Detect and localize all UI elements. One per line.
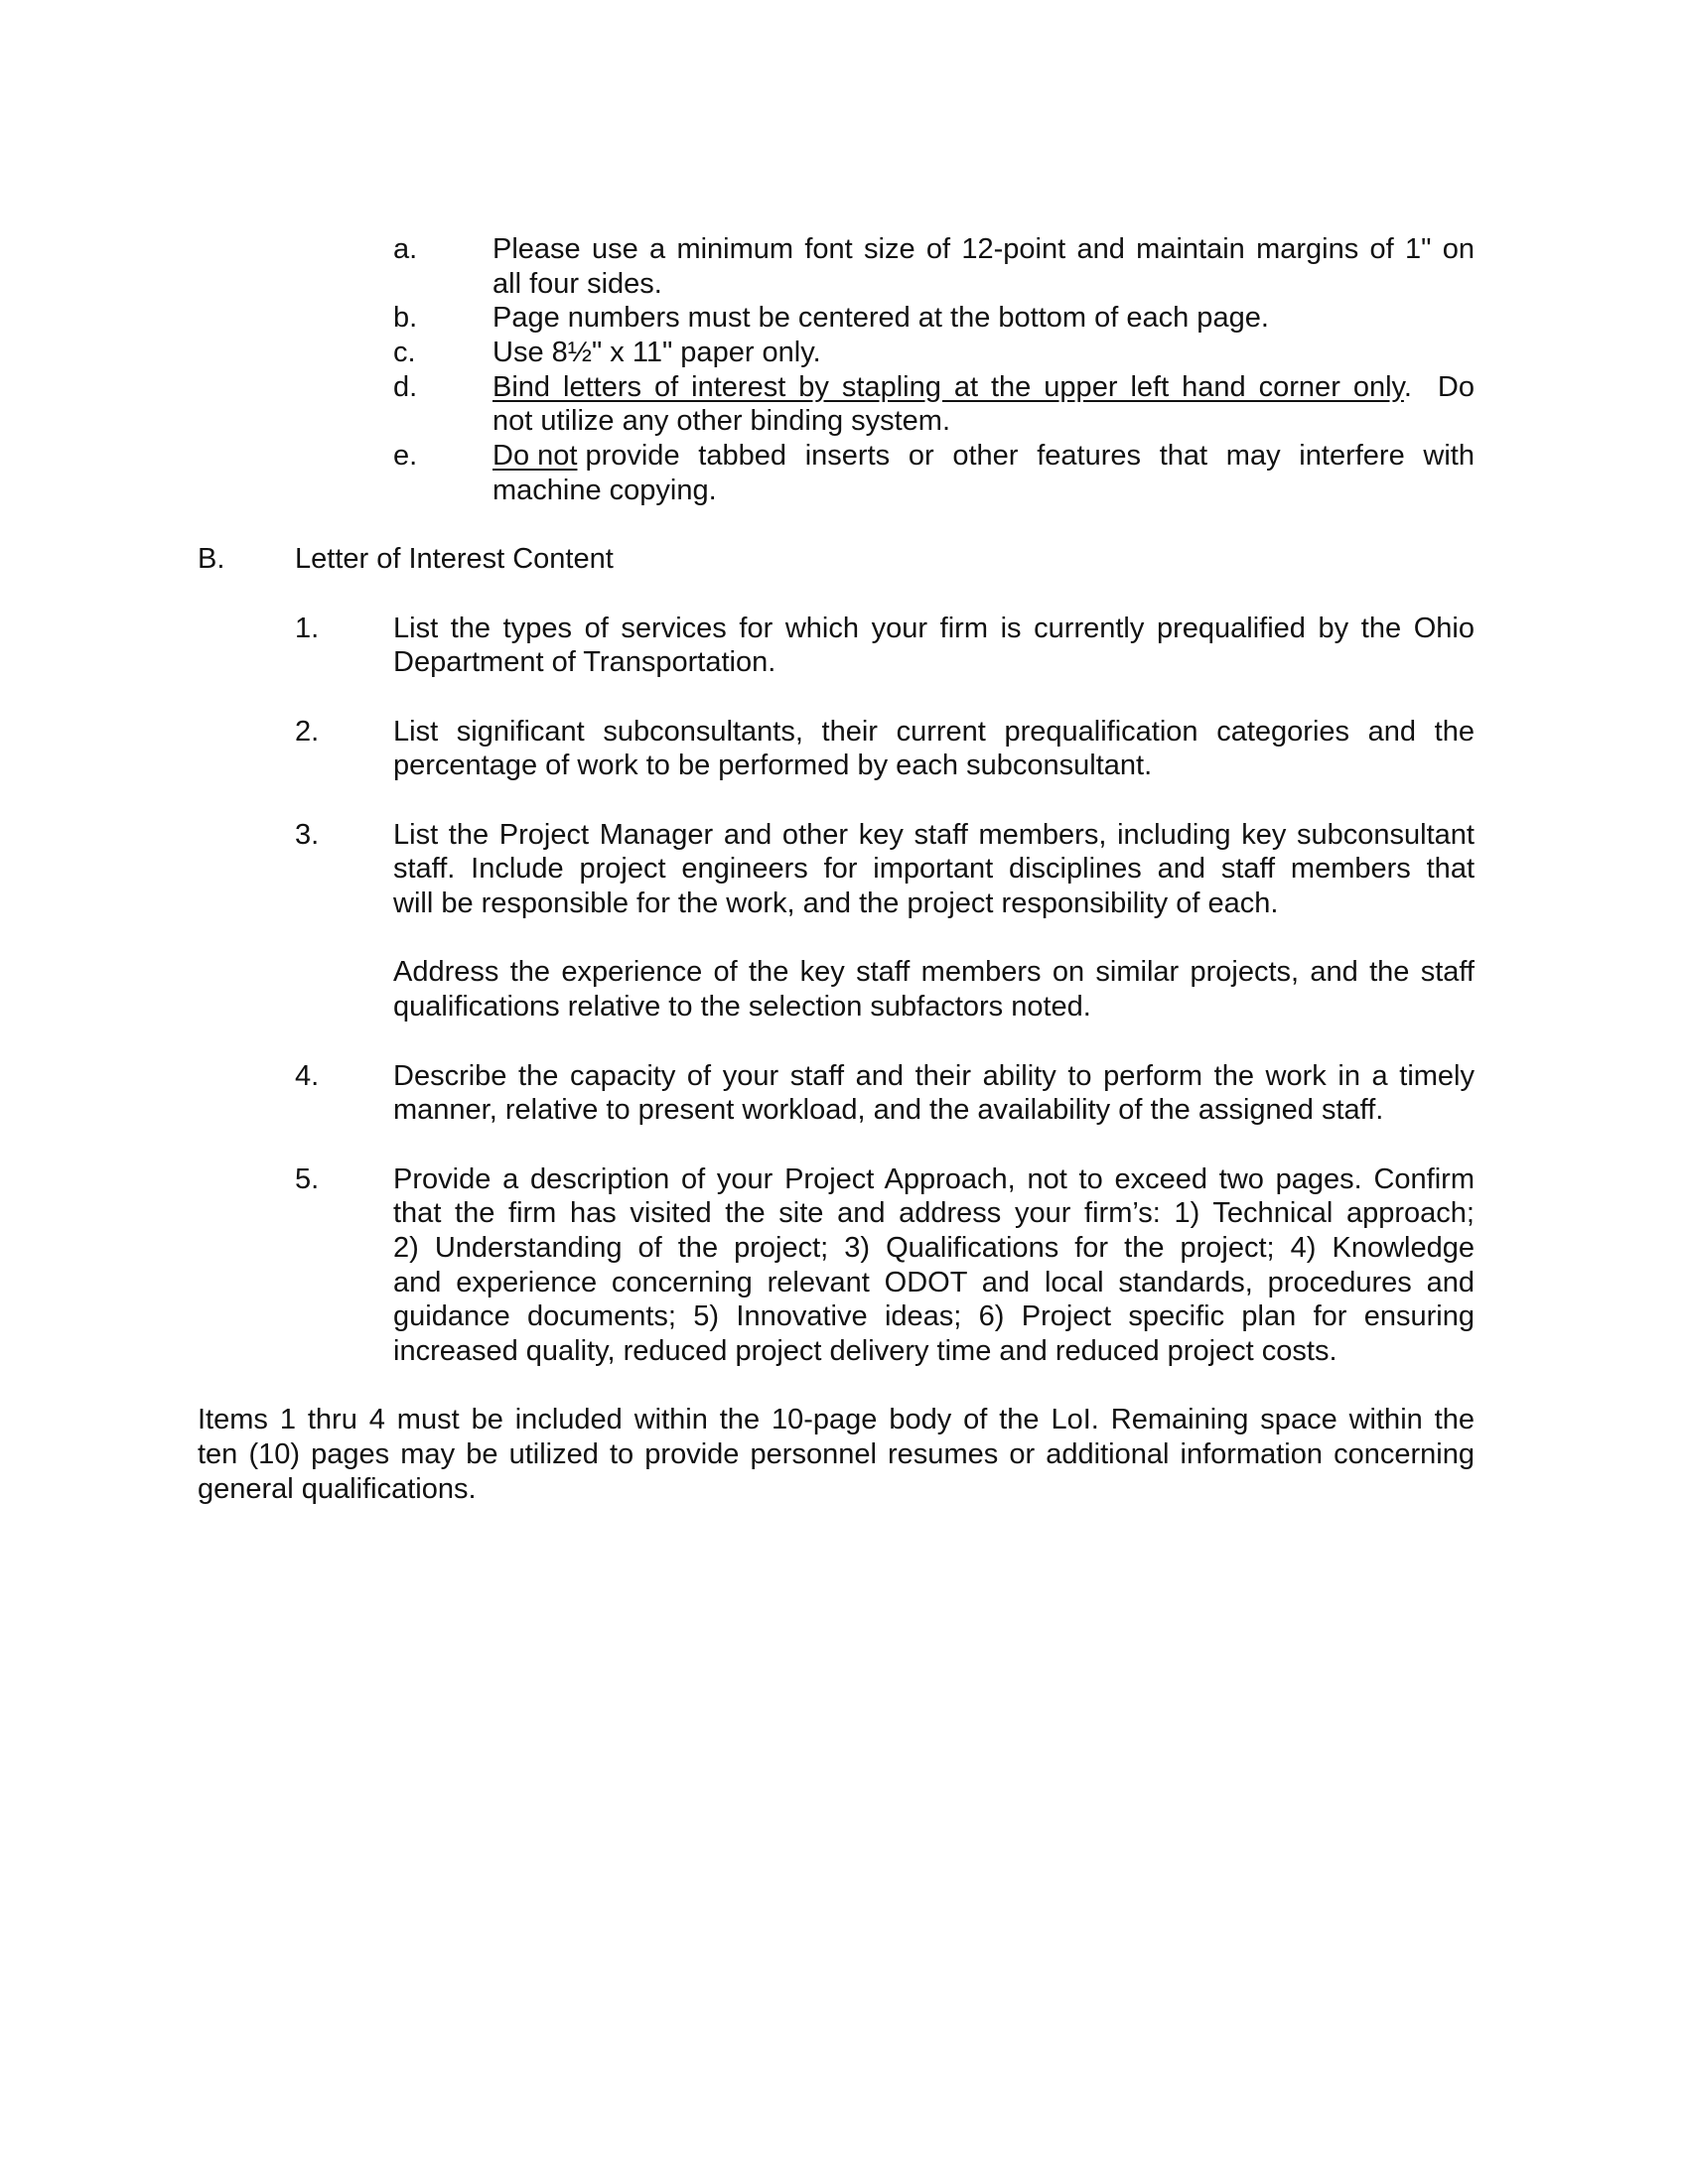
item-text-line: 2) Understanding of the project; 3) Qualifications for the project; 4) Knowledge: [393, 1231, 1475, 1264]
item-text-line: [492, 439, 1475, 474]
item-text: provide tabbed inserts or other features that may interfere with: [585, 440, 1475, 473]
format-item-d: [0, 370, 1688, 439]
document-page: [0, 232, 1688, 1506]
item-label: 1.: [295, 612, 320, 644]
item-text-line: List significant subconsultants, their current prequalification categories and the: [393, 715, 1475, 748]
item-label: 2.: [295, 715, 320, 748]
content-item-1: [0, 612, 1688, 680]
section-title: Letter of Interest Content: [295, 543, 614, 576]
item-text-line: guidance documents; 5) Innovative ideas; 6) Project specific plan for ensuring: [393, 1300, 1475, 1333]
content-item-2: [0, 715, 1688, 783]
underlined-text: Do not: [492, 440, 578, 473]
item-text-line: machine copying.: [492, 474, 717, 506]
item-text-line: staff. Include project engineers for important disciplines and staff members that: [393, 853, 1475, 886]
item-label: c.: [393, 337, 416, 369]
item-label: b.: [393, 302, 418, 335]
content-item-3-paragraph: [0, 955, 1688, 1024]
closing-line: general qualifications.: [198, 1472, 477, 1505]
item-label: e.: [393, 440, 418, 473]
underlined-text: Bind letters of interest by stapling at the upper left hand corner only: [492, 370, 1404, 403]
item-text-line: increased quality, reduced project delivery time and reduced project costs.: [393, 1335, 1337, 1367]
closing-line: ten (10) pages may be utilized to provide personnel resumes or additional information concerning: [198, 1438, 1475, 1471]
item-text-line: will be responsible for the work, and the project responsibility of each.: [393, 887, 1279, 920]
item-text-line: List the types of services for which your firm is currently prequalified by the Ohio: [393, 612, 1475, 644]
closing-line: Items 1 thru 4 must be included within the 10-page body of the LoI. Remaining space within the: [198, 1404, 1475, 1436]
item-text-line: percentage of work to be performed by each subconsultant.: [393, 750, 1153, 782]
item-text-line: Provide a description of your Project Approach, not to exceed two pages. Confirm: [393, 1162, 1475, 1195]
item-text-line: Address the experience of the key staff members on similar projects, and the staff: [393, 956, 1475, 989]
section-b-heading: [0, 542, 1688, 577]
format-item-b: [0, 301, 1688, 336]
item-text-line: and experience concerning relevant ODOT and local standards, procedures and: [393, 1266, 1475, 1298]
item-text-line: Department of Transportation.: [393, 646, 776, 679]
item-label: d.: [393, 370, 418, 403]
item-label: 5.: [295, 1162, 320, 1195]
content-item-4: [0, 1059, 1688, 1128]
item-text-line: manner, relative to present workload, and the availability of the assigned staff.: [393, 1094, 1384, 1127]
item-text-line: List the Project Manager and other key staff members, including key subconsultant: [393, 818, 1475, 851]
content-item-3: [0, 818, 1688, 921]
content-item-5: [0, 1162, 1688, 1369]
item-text-line: all four sides.: [492, 267, 662, 300]
item-text-line: qualifications relative to the selection subfactors noted.: [393, 991, 1091, 1024]
item-label: 3.: [295, 818, 320, 851]
closing-paragraph: [0, 1403, 1688, 1506]
item-text: . Do: [1403, 370, 1475, 403]
section-label: B.: [198, 543, 225, 576]
item-text-line: not utilize any other binding system.: [492, 405, 951, 438]
format-item-c: [0, 336, 1688, 370]
item-text-line: [492, 370, 1475, 405]
item-text-line: Page numbers must be centered at the bottom of each page.: [492, 302, 1269, 335]
item-text-line: Use 8½" x 11" paper only.: [492, 337, 821, 369]
item-text-line: Describe the capacity of your staff and their ability to perform the work in a timely: [393, 1059, 1475, 1092]
item-text-line: Please use a minimum font size of 12-point and maintain margins of 1" on: [492, 233, 1475, 265]
item-text-line: that the firm has visited the site and address your firm’s: 1) Technical approach;: [393, 1197, 1475, 1230]
format-item-e: [0, 439, 1688, 507]
item-label: a.: [393, 233, 418, 265]
format-item-a: [0, 232, 1688, 301]
item-label: 4.: [295, 1059, 320, 1092]
